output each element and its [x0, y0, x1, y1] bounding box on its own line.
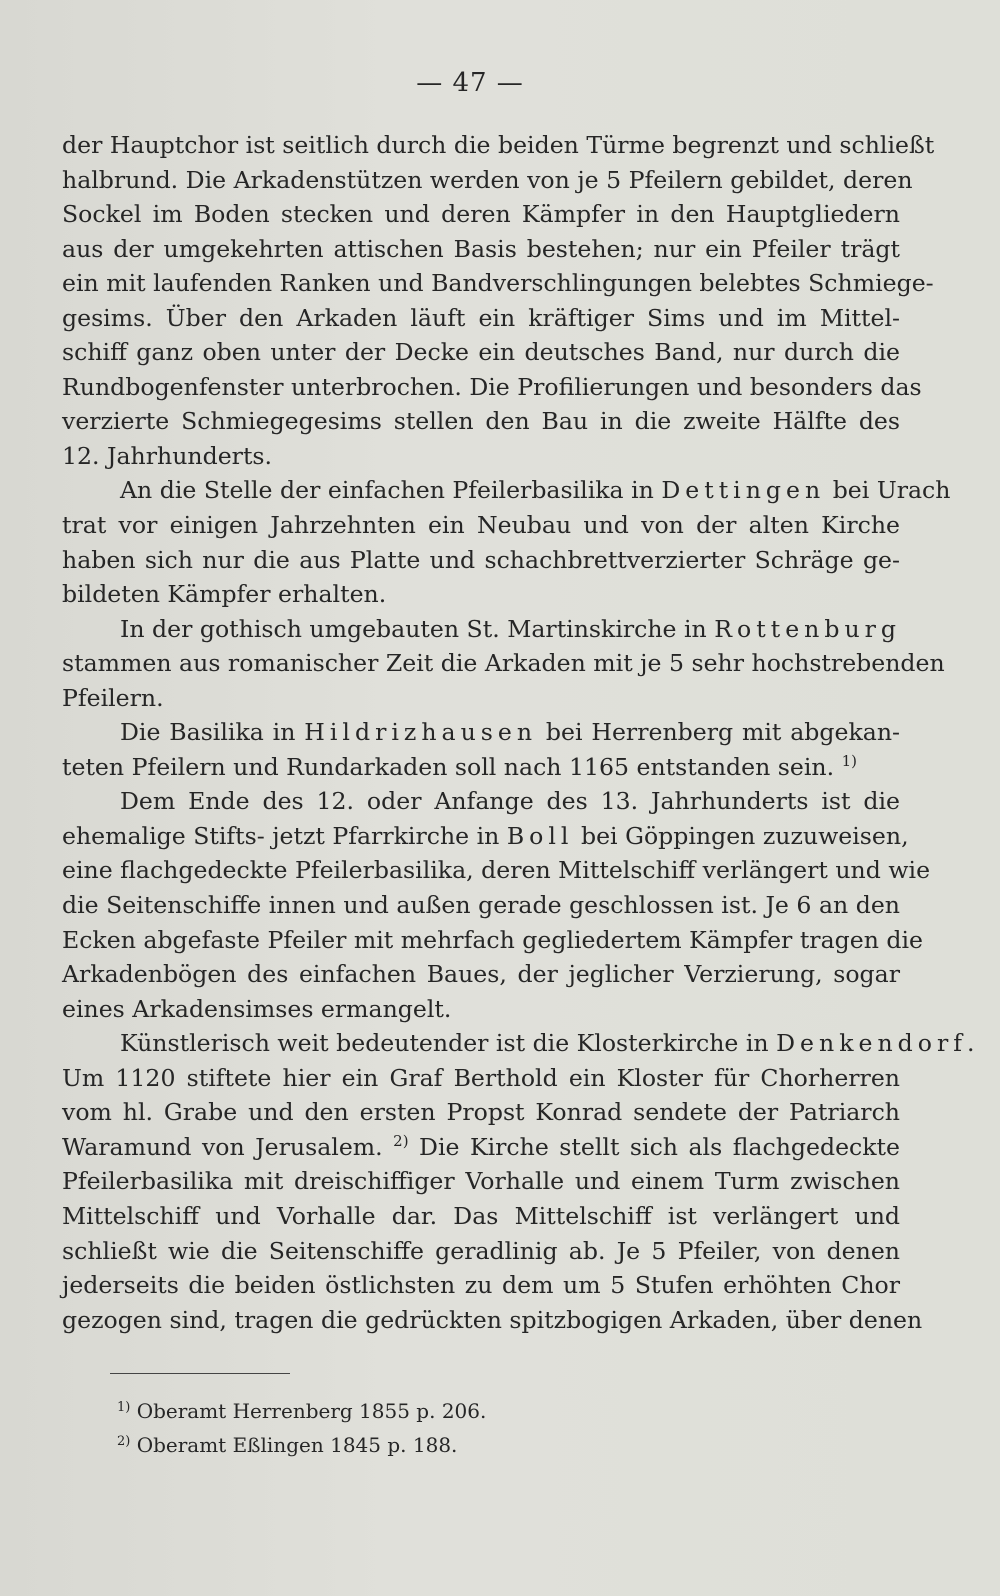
spaced-place-name: Rottenburg [714, 614, 902, 643]
text-line: haben sich nur die aus Platte und schachbrettverzierter Schräge ge- [62, 545, 900, 574]
text-line: Um 1120 stiftete hier ein Graf Berthold ein Kloster für Chorherren [62, 1063, 900, 1092]
text-line: Mittelschiff und Vorhalle dar. Das Mittelschiff ist verlängert und [62, 1201, 900, 1230]
text-run: bei Herrenberg mit abgekan- [537, 718, 900, 747]
text-line: Dem Ende des 12. oder Anfange des 13. Jahrhunderts ist die [120, 787, 900, 816]
spaced-place-name: Denkendorf [776, 1029, 967, 1058]
text-line: die Seitenschiffe innen und außen gerade geschlossen ist. Je 6 an den [62, 891, 900, 920]
text-line [62, 1026, 975, 1061]
text-run: . [966, 1029, 975, 1058]
text-line: 12. Jahrhunderts. [62, 441, 273, 470]
body-text [62, 128, 975, 1337]
footnote [117, 1394, 717, 1428]
text-line: halbrund. Die Arkadenstützen werden von je 5 Pfeilern gebildet, deren [62, 165, 913, 194]
text-line: vom hl. Grabe und den ersten Propst Konrad sendete der Patriarch [62, 1098, 900, 1127]
footnote-ref: 2) [393, 1131, 409, 1150]
text-line: bildeten Kämpfer erhalten. [62, 580, 387, 609]
text-line: Pfeilern. [62, 683, 164, 712]
text-run: teten Pfeilern und Rundarkaden soll nach 1165 entstanden sein. [62, 752, 842, 781]
text-run: Die Kirche stellt sich als flachgedeckte [408, 1132, 900, 1161]
text-line: trat vor einigen Jahrzehnten ein Neubau und von der alten Kirche [62, 511, 900, 540]
text-run: An die Stelle der einfachen Pfeilerbasilika in [120, 476, 662, 505]
footnote-ref: 1) [841, 751, 857, 770]
footnote-divider [110, 1373, 290, 1374]
text-line: aus der umgekehrten attischen Basis bestehen; nur ein Pfeiler trägt [62, 234, 900, 263]
footnote-text: Oberamt Eßlingen 1845 p. 188. [130, 1433, 458, 1457]
spaced-place-name: Boll [506, 821, 574, 850]
footnote-mark: 1) [117, 1400, 131, 1415]
text-line: schiff ganz oben unter der Decke ein deutsches Band, nur durch die [62, 338, 900, 367]
text-line: Ecken abgefaste Pfeiler mit mehrfach gegliedertem Kämpfer tragen die [62, 925, 924, 954]
text-line: der Hauptchor ist seitlich durch die beiden Türme begrenzt und schließt [62, 131, 935, 159]
text-run: Die Basilika in [120, 718, 305, 747]
text-line: jederseits die beiden östlichsten zu dem um 5 Stufen erhöhten Chor [62, 1271, 900, 1300]
text-line [62, 819, 909, 854]
text-line [62, 750, 900, 785]
text-line: stammen aus romanischer Zeit die Arkaden mit je 5 sehr hochstrebenden [62, 649, 945, 678]
text-run: bei Göppingen zuzuweisen, [573, 821, 909, 850]
text-line: Sockel im Boden stecken und deren Kämpfer in den Hauptgliedern [62, 200, 900, 229]
text-run: In der gothisch umgebauten St. Martinskirche in [120, 614, 715, 643]
footnote-text: Oberamt Herrenberg 1855 p. 206. [130, 1399, 487, 1423]
text-line: ein mit laufenden Ranken und Bandverschlingungen belebtes Schmiege- [62, 269, 934, 298]
text-run: Waramund von Jerusalem. [62, 1132, 394, 1161]
text-line [62, 1130, 900, 1165]
text-run: ehemalige Stifts- jetzt Pfarrkirche in [62, 821, 507, 850]
footnote [117, 1428, 717, 1462]
text-line: Arkadenbögen des einfachen Baues, der jeglicher Verzierung, sogar [62, 960, 900, 989]
spaced-place-name: Dettingen [661, 476, 826, 505]
footnotes [117, 1394, 717, 1462]
text-line: verzierte Schmiegegesims stellen den Bau in die zweite Hälfte des [62, 407, 900, 436]
text-run: Künstlerisch weit bedeutender ist die Klosterkirche in [120, 1029, 777, 1058]
text-line: Pfeilerbasilika mit dreischiffiger Vorhalle und einem Turm zwischen [62, 1167, 900, 1196]
page-number: — 47 — [416, 68, 524, 98]
text-line: eines Arkadensimses ermangelt. [62, 994, 452, 1023]
text-line: eine flachgedeckte Pfeilerbasilika, deren Mittelschiff verlängert und wie [62, 856, 931, 885]
text-line [62, 473, 951, 508]
text-line [62, 612, 900, 647]
spaced-place-name: Hildrizhausen [304, 718, 538, 747]
footnote-mark: 2) [117, 1434, 131, 1449]
text-line: gesims. Über den Arkaden läuft ein kräftiger Sims und im Mittel- [62, 303, 900, 332]
text-line: schließt wie die Seitenschiffe geradlinig ab. Je 5 Pfeiler, von denen [62, 1236, 900, 1265]
text-run: bei Urach [825, 476, 951, 505]
text-line [62, 715, 900, 750]
text-line: Rundbogenfenster unterbrochen. Die Profilierungen und besonders das [62, 372, 922, 401]
text-line: gezogen sind, tragen die gedrückten spitzbogigen Arkaden, über denen [62, 1305, 923, 1334]
